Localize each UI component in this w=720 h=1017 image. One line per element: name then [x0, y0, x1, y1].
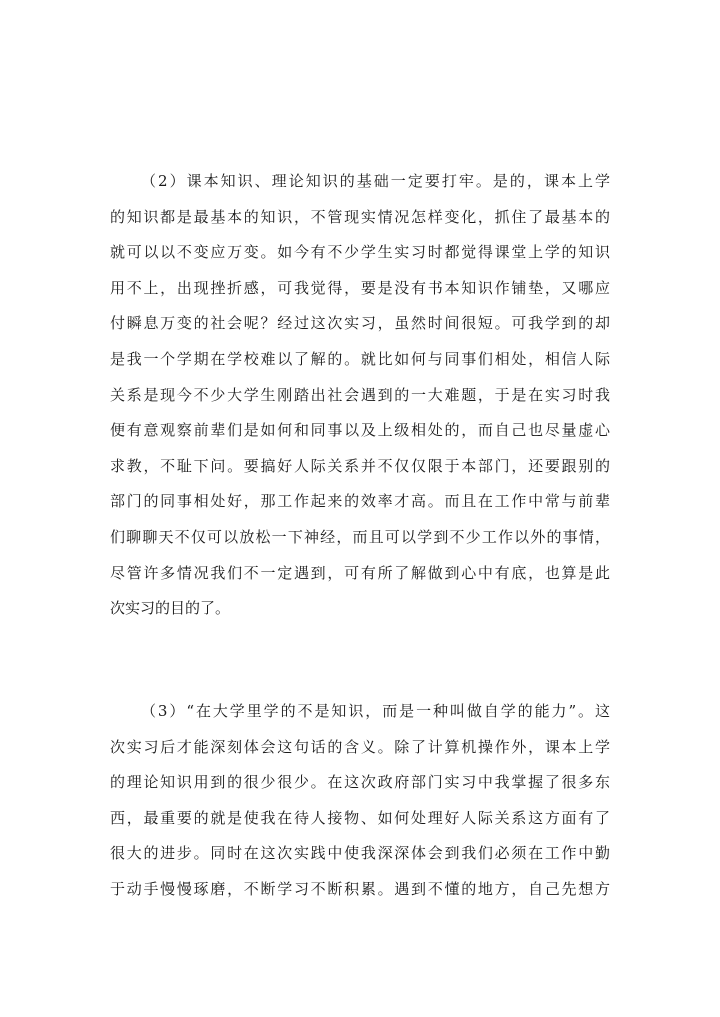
paragraph-line: 的理论知识用到的很少很少。在这次政府部门实习中我掌握了很多东	[110, 773, 610, 792]
paragraph-line: （2）课本知识、理论知识的基础一定要打牢。是的，课本上学	[141, 172, 610, 190]
paragraph-line: 便有意观察前辈们是如何和同事以及上级相处的，而自己也尽量虚心	[110, 421, 610, 440]
paragraph-line: 关系是现今不少大学生刚踏出社会遇到的一大难题，于是在实习时我	[110, 385, 610, 404]
paragraph-line: 们聊聊天不仅可以放松一下神经，而且可以学到不少工作以外的事情，	[110, 527, 610, 546]
paragraph-2	[110, 164, 610, 627]
paragraph-line: 次实习的目的了。	[110, 599, 231, 618]
paragraph-line: 部门的同事相处好，那工作起来的效率才高。而且在工作中常与前辈	[110, 492, 610, 511]
paragraph-line: 用不上，出现挫折感，可我觉得，要是没有书本知识作铺垫，又哪应	[110, 278, 610, 297]
paragraph-line: 于动手慢慢琢磨，不断学习不断积累。遇到不懂的地方，自己先想方	[110, 879, 610, 898]
paragraph-3	[110, 694, 610, 908]
paragraph-line: 是我一个学期在学校难以了解的。就比如何与同事们相处，相信人际	[110, 349, 610, 368]
paragraph-line: 很大的进步。同时在这次实践中使我深深体会到我们必须在工作中勤	[110, 844, 610, 863]
paragraph-line: 西，最重要的就是使我在待人接物、如何处理好人际关系这方面有了	[110, 808, 610, 827]
paragraph-line: 次实习后才能深刻体会这句话的含义。除了计算机操作外，课本上学	[110, 737, 610, 756]
paragraph-line: 就可以以不变应万变。如今有不少学生实习时都觉得课堂上学的知识	[110, 243, 610, 262]
paragraph-line: （3）“在大学里学的不是知识，而是一种叫做自学的能力”。这	[141, 702, 610, 720]
paragraph-line: 付瞬息万变的社会呢？经过这次实习，虽然时间很短。可我学到的却	[110, 314, 610, 333]
paragraph-line: 尽管许多情况我们不一定遇到，可有所了解做到心中有底，也算是此	[110, 563, 610, 582]
paragraph-line: 求教，不耻下问。要搞好人际关系并不仅仅限于本部门，还要跟别的	[110, 456, 610, 475]
paragraph-line: 的知识都是最基本的知识，不管现实情况怎样变化，抓住了最基本的	[110, 207, 610, 226]
